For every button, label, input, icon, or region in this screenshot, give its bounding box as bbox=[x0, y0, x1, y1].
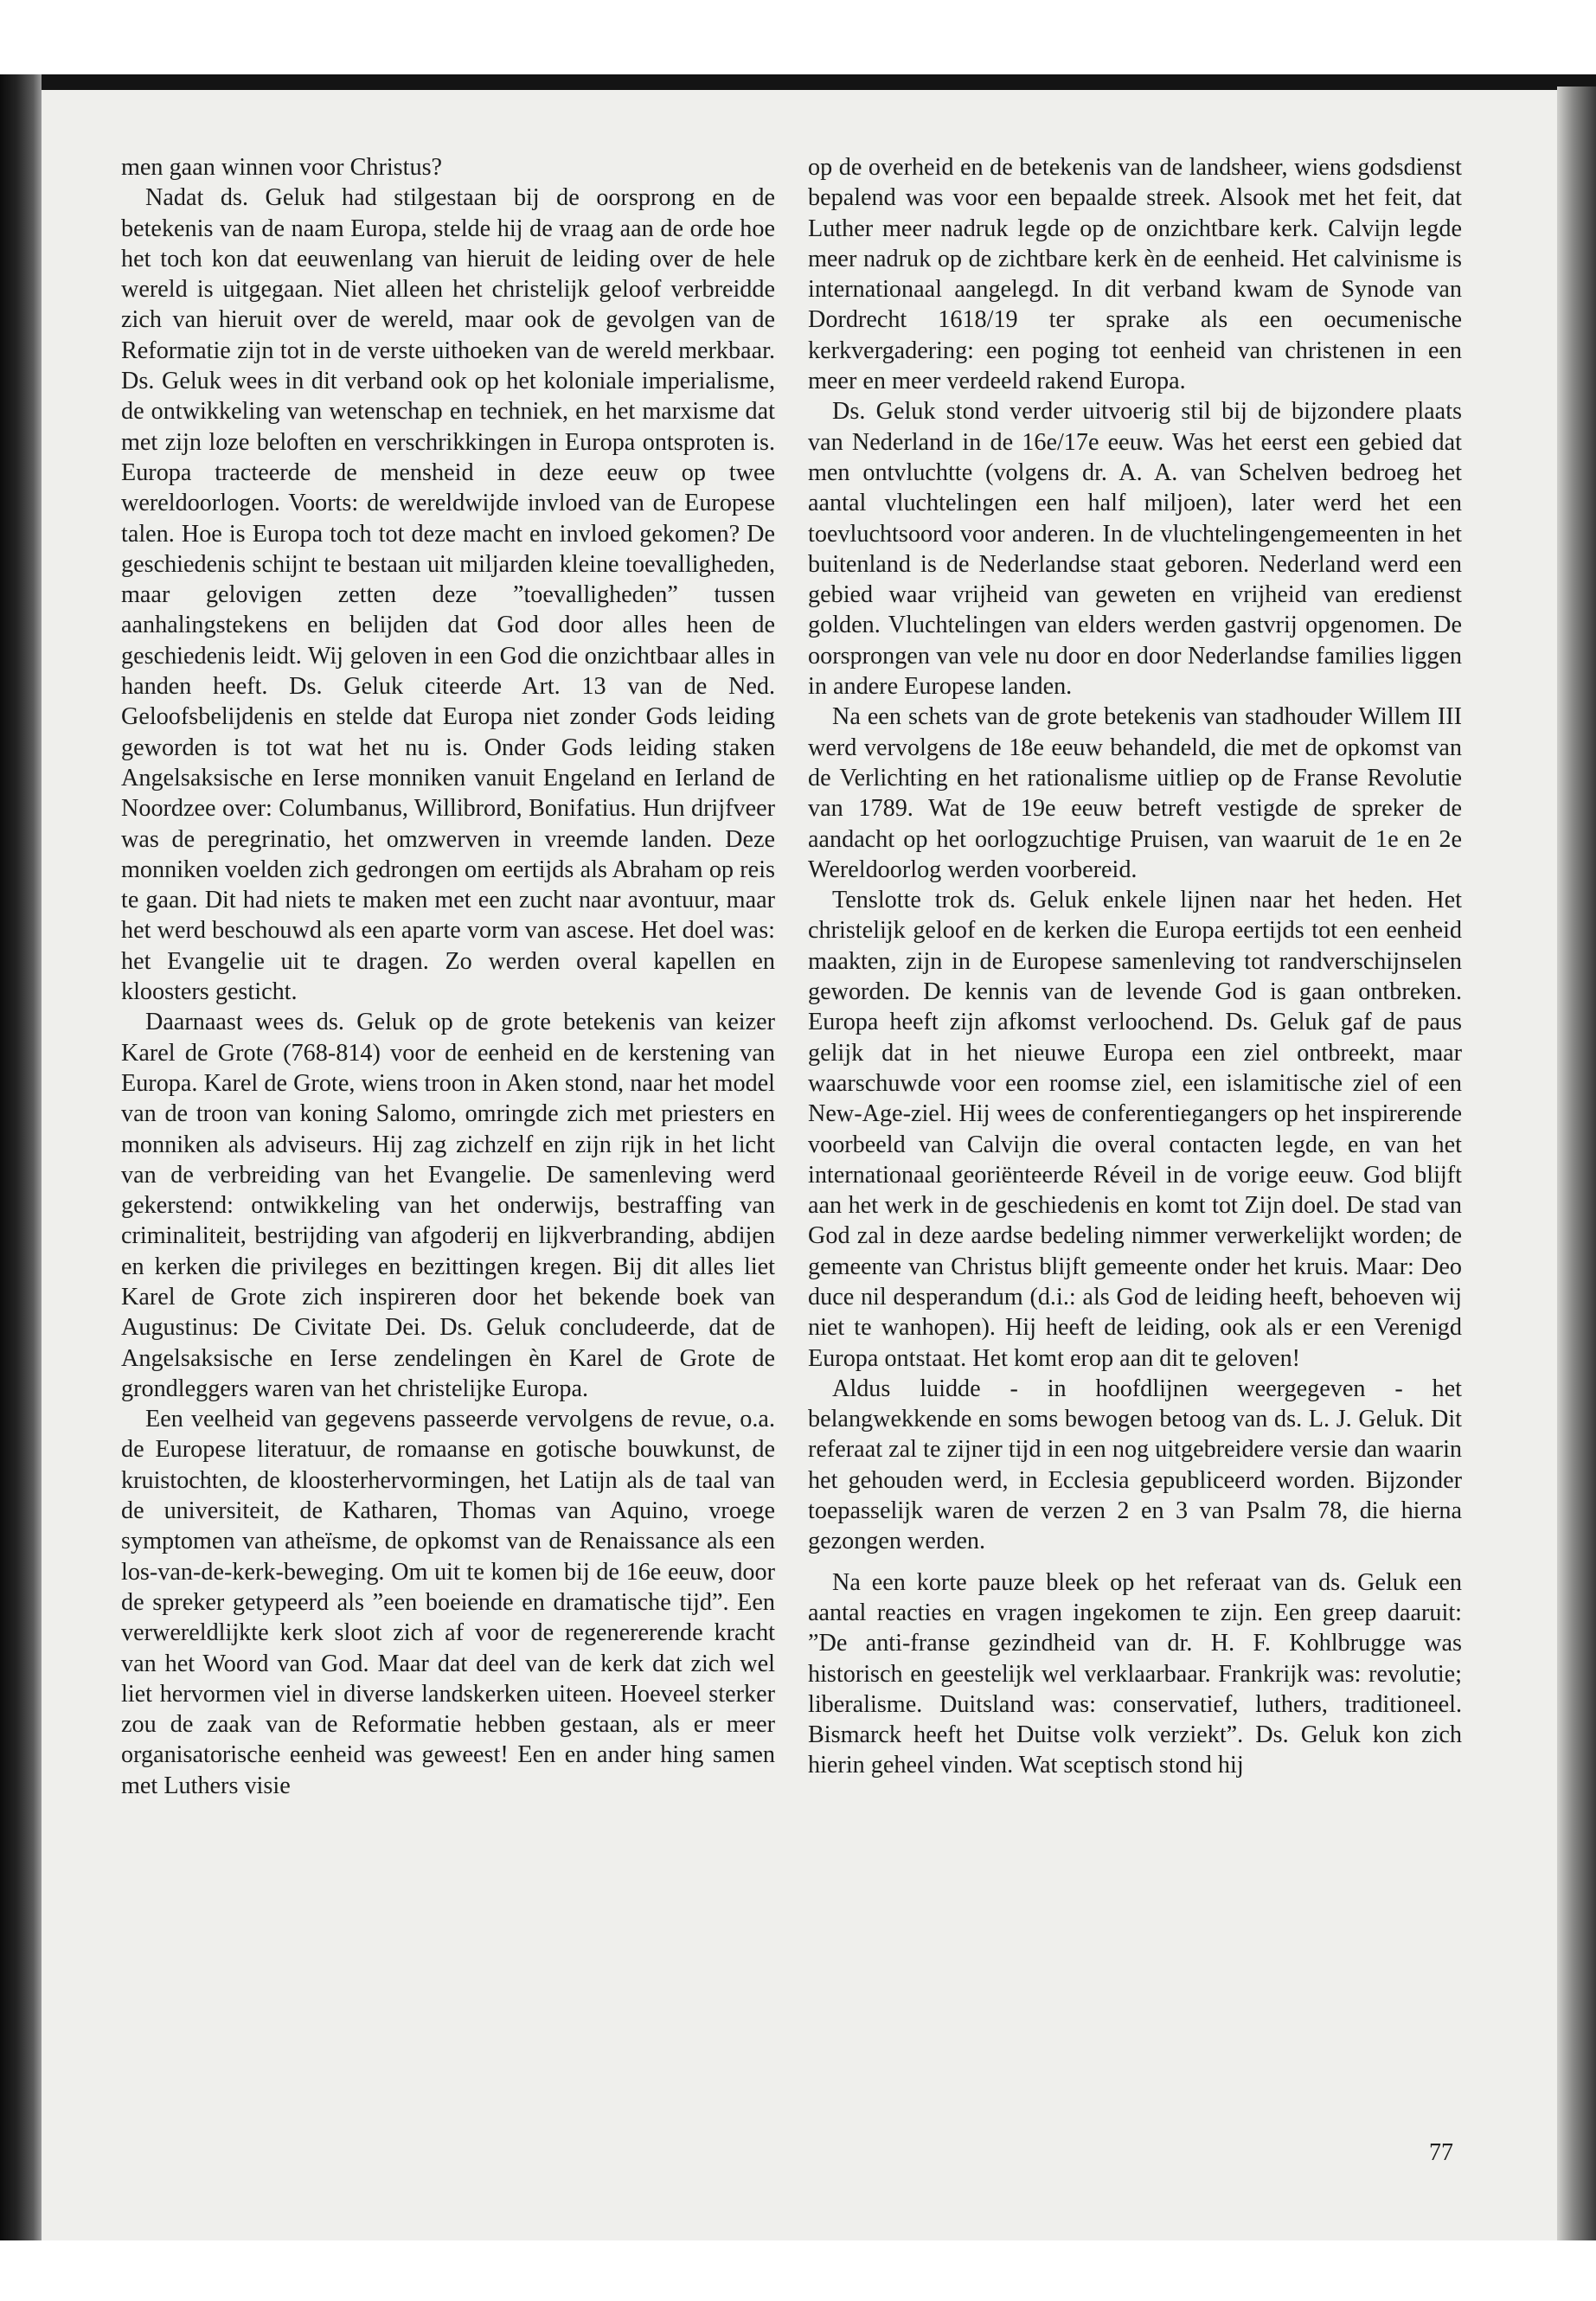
paragraph: Na een korte pauze bleek op het referaat van ds. Geluk een aantal reacties en vragen ingekomen te zijn. Een greep daaruit: ”De anti-franse gezindheid van dr. H. F. Kohlbrugge was historisch en geestelijk wel verklaarbaar. Frankrijk was: revolutie; liberalisme. Duitsland was: conservatief, luthers, traditioneel. Bismarck heeft het Duitse volk verziekt”. Ds. Geluk kon zich hierin geheel vinden. Wat sceptisch stond hij bbox=[808, 1568, 1462, 1779]
paragraph: Ds. Geluk stond verder uitvoerig stil bij de bijzondere plaats van Nederland in de 16e/17e eeuw. Was het eerst een gebied dat men ontvluchtte (volgens dr. A. A. van Schelven bedroeg het aantal vluchtelingen een half miljoen), later werd het een toevluchtsoord voor anderen. In de vluchtelingengemeenten in het buitenland is de Nederlandse staat geboren. Nederland werd een gebied waar vrijheid van geweten en vrijheid van eredienst golden. Vluchtelingen van elders werden gastvrij opgenomen. De oorsprongen van vele nu door en door Nederlandse families liggen in andere Europese landen. bbox=[808, 398, 1462, 701]
paragraph: Daarnaast wees ds. Geluk op de grote betekenis van keizer Karel de Grote (768-814) voor de eenheid en de kerstening van Europa. Karel de Grote, wiens troon in Aken stond, naar het model van de troon van koning Salomo, omringde zich met priesters en monniken als adviseurs. Hij zag zichzelf en zijn rijk in het licht van de verbreiding van het Evangelie. De samenleving werd gekerstend: ontwikkeling van het onderwijs, bestraffing van criminaliteit, bestrijding van afgoderij en lijkverbranding, abdijen en kerken die privileges en bezittingen kregen. Bij dit alles liet Karel de Grote zich inspireren door het bekende boek van Augustinus: De Civitate Dei. Ds. Geluk concludeerde, dat de Angelsaksische en Ierse zendelingen èn Karel de Grote de grondleggers waren van het christelijke Europa. bbox=[121, 1009, 775, 1402]
paragraph: Een veelheid van gegevens passeerde vervolgens de revue, o.a. de Europese literatuur, de romaanse en gotische bouwkunst, de kruistochten, de kloosterhervormingen, het Latijn als de taal van de universiteit, de Katharen, Thomas van Aquino, vroege symptomen van atheïsme, de opkomst van de Renaissance als een los-van-de-kerk-beweging. Om uit te komen bij de 16e eeuw, door de spreker getypeerd als ”een boeiende en dramatische tijd”. Een verwereldlijkte kerk sloot zich af voor de regenererende kracht van het Woord van God. Maar dat deel van de kerk dat zich wel liet hervormen viel in diverse landskerken uiteen. Hoeveel sterker zou de zaak van de Reformatie hebben gestaan, als er meer organisatorische eenheid was geweest! Een en ander hing samen met Luthers visie bbox=[121, 1406, 775, 1799]
book-spine-shadow bbox=[0, 74, 42, 2254]
paragraph: men gaan winnen voor Christus? bbox=[121, 154, 443, 181]
scan-top-edge bbox=[0, 74, 1596, 90]
paragraph: Aldus luidde - in hoofdlijnen weergegeven - het belangwekkende en soms bewogen betoog van ds. L. J. Geluk. Dit referaat zal te zijner tijd in een nog uitgebreidere versie dan waarin het gehouden werd, in Ecclesia gepubliceerd worden. Bijzonder toepasselijk waren de verzen 2 en 3 van Psalm 78, die hierna gezongen werden. bbox=[808, 1375, 1462, 1555]
text-column-left bbox=[121, 152, 775, 1801]
scan-top-margin bbox=[0, 0, 1596, 76]
page-edge-shadow bbox=[1557, 87, 1596, 2249]
paragraph: Tenslotte trok ds. Geluk enkele lijnen naar het heden. Het christelijk geloof en de kerken die Europa eertijds tot een eenheid maakten, zijn in de Europese samenleving tot randverschijnselen geworden. De kennis van de levende God is gaan ontbreken. Europa heeft zijn afkomst verloochend. Ds. Geluk gaf de paus gelijk dat in het nieuwe Europa een ziel ontbreekt, maar waarschuwde voor een roomse ziel, een islamitische ziel of een New-Age-ziel. Hij wees de conferentiegangers op het inspirerende voorbeeld van Calvijn die overal contacten legde, en van het internationaal georiënteerde Réveil in de vorige eeuw. God blijft aan het werk in de geschiedenis en komt tot Zijn doel. De stad van God zal in deze aardse bedeling nimmer verwerkelijkt worden; de gemeente van Christus blijft gemeente onder het kruis. Maar: Deo duce nil desperandum (d.i.: als God de leiding heeft, behoeven wij niet te wanhopen). Hij heeft de leiding, ook als er een Verenigd Europa ontstaat. Het komt erop aan dit te geloven! bbox=[808, 887, 1462, 1372]
paragraph: Na een schets van de grote betekenis van stadhouder Willem III werd vervolgens de 18e eeuw behandeld, die met de opkomst van de Verlichting en het rationalisme uitliep op de Franse Revolutie van 1789. Wat de 19e eeuw betreft vestigde de spreker de aandacht op het oorlogzuchtige Pruisen, van waaruit de 1e en 2e Wereldoorlog werden voorbereid. bbox=[808, 703, 1462, 883]
scan-bottom-margin bbox=[0, 2240, 1596, 2301]
text-column-right bbox=[808, 152, 1462, 1781]
paragraph: Nadat ds. Geluk had stilgestaan bij de oorsprong en de betekenis van de naam Europa, stelde hij de vraag aan de orde hoe het toch kon dat eeuwenlang van hieruit de leiding over de hele wereld is uitgegaan. Niet alleen het christelijk geloof verbreidde zich van hieruit over de wereld, maar ook de gevolgen van de Reformatie zijn tot in de verste uithoeken van de wereld merkbaar. Ds. Geluk wees in dit verband ook op het koloniale imperialisme, de ontwikkeling van wetenschap en techniek, en het marxisme dat met zijn loze beloften en verschrikkingen in Europa ontsproten is. Europa tracteerde de mensheid in deze eeuw op twee wereldoorlogen. Voorts: de wereldwijde invloed van de Europese talen. Hoe is Europa toch tot deze macht en invloed gekomen? De geschiedenis schijnt te bestaan uit miljarden kleine toevalligheden, maar gelovigen zetten deze ”toevalligheden” tussen aanhalingstekens en belijden dat God door alles heen de geschiedenis leidt. Wij geloven in een God die onzichtbaar alles in handen heeft. Ds. Geluk citeerde Art. 13 van de Ned. Geloofsbelijdenis en stelde dat Europa niet zonder Gods leiding geworden is tot wat het nu is. Onder Gods leiding staken Angelsaksische en Ierse monniken vanuit Engeland en Ierland de Noordzee over: Columbanus, Willibrord, Bonifatius. Hun drijfveer was de peregrinatio, het omzwerven in vreemde landen. Deze monniken voelden zich gedrongen om eertijds als Abraham op reis te gaan. Dit had niets te maken met een zucht naar avontuur, maar het werd beschouwd als een aparte vorm van ascese. Het doel was: het Evangelie uit te dragen. Zo werden overal kapellen en kloosters gesticht. bbox=[121, 184, 775, 1006]
page-number: 77 bbox=[1429, 2139, 1453, 2166]
paragraph: op de overheid en de betekenis van de landsheer, wiens godsdienst bepalend was voor een bepaalde streek. Alsook met het feit, dat Luther meer nadruk legde op de onzichtbare kerk. Calvijn legde meer nadruk op de zichtbare kerk èn de eenheid. Het calvinisme is internationaal aangelegd. In dit verband kwam de Synode van Dordrecht 1618/19 ter sprake als een oecumenische kerkvergadering: een poging tot eenheid van christenen in een meer en meer verdeeld rakend Europa. bbox=[808, 154, 1462, 395]
